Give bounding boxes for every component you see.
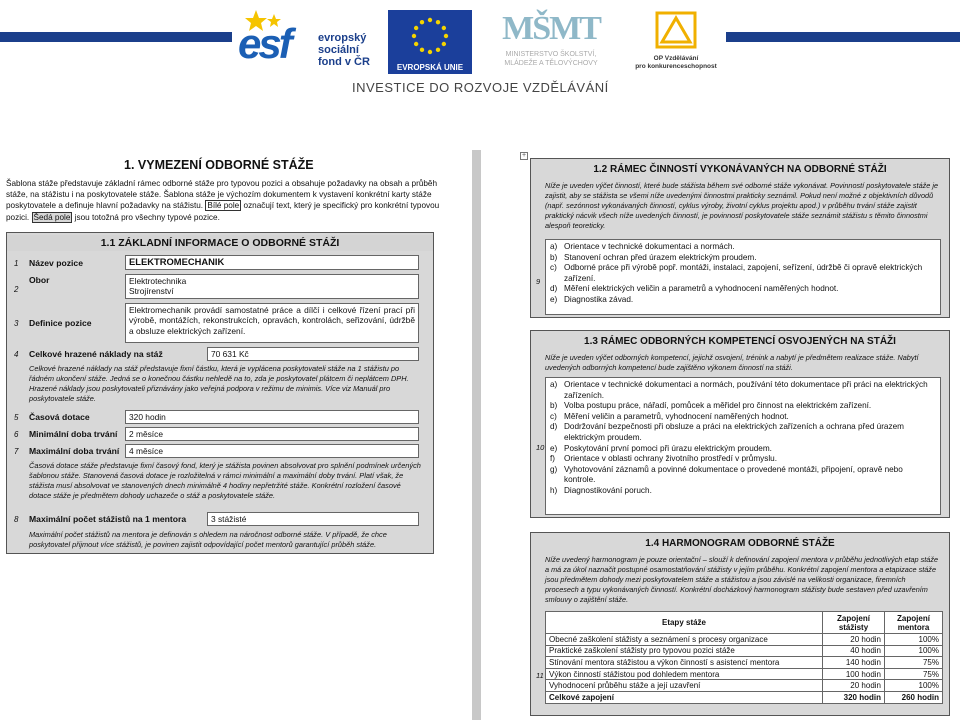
- row-label: Název pozice: [29, 258, 83, 268]
- field-value: 3 stážisté: [207, 512, 419, 526]
- eu-star-icon: [420, 20, 424, 24]
- table-cell: 260 hodin: [885, 691, 943, 703]
- row-label: Maximální doba trvání: [29, 446, 120, 456]
- list-item: [550, 465, 936, 486]
- table-cell: 20 hodin: [823, 680, 885, 692]
- banner-stripe-right: [726, 32, 960, 42]
- list-text: Vyhotovování záznamů a povinné dokumentace o provedené montáži, připojení, opravě nebo kontrole.: [564, 464, 903, 485]
- section-intro: Níže je uveden výčet odborných kompetencí, jejichž osvojení, trénink a nabytí je předmětem realizace stáže. Nabytí uvedených odborných kompetencí bude zajištěno výkonem činností na stáži.: [545, 353, 919, 372]
- intro-text: Šablona stáže představuje základní rámec odborné stáže pro typovou pozici a obsahuje požadavky na obsah a průběh stáže, na stážistu i na poskytovatele stáže. Šablona stáže je výchozím dokumentem k vystavení konkrétní karty stáže poskytovatele a definuje hlavní požadavky na stážistu.: [6, 179, 438, 211]
- esf-letters: esf: [238, 20, 290, 67]
- list-marker: b): [550, 252, 558, 262]
- row-label: Minimální doba trvání: [29, 429, 118, 439]
- esf-text: [318, 32, 370, 68]
- msmt-logo: [478, 8, 624, 74]
- table-header-row: [546, 612, 943, 634]
- eu-logo: [388, 10, 472, 74]
- row-number: 2: [14, 285, 19, 294]
- msmt-mark: MŠMT: [502, 10, 600, 47]
- list-item: [550, 380, 936, 401]
- eu-star-icon: [428, 18, 432, 22]
- eu-star-icon: [428, 50, 432, 54]
- page-title: 1. VYMEZENÍ ODBORNÉ STÁŽE: [124, 158, 314, 172]
- intro-text: jsou totožná pro všechny typové pozice.: [74, 212, 220, 222]
- basic-info-table: [6, 232, 434, 554]
- msmt-text-line: MINISTERSTVO ŠKOLSTVÍ,: [505, 51, 597, 58]
- schedule-table: [545, 611, 943, 704]
- row-label: Definice pozice: [29, 318, 92, 328]
- section-intro: Níže uvedený harmonogram je pouze orientační – slouží k definování zapojení mentora v průběhu jednotlivých etap stáže a má za úkol naznačit postupné osamostatňování stážisty v jejím průběhu. Konkrétní zapojení mentora a etapizace stáže jsou předmětem dohody mezi poskytovatelem stáže a stážistou a jsou závislé na velikosti organizace, firemních procesech a typu vykonávaných činností. Konkrétní docházkový harmonogram stážisty bude sestaven před uzavřením smlouvy o zajištění stáže.: [545, 555, 939, 604]
- row-number: 3: [14, 319, 19, 328]
- table-move-handle-icon[interactable]: +: [521, 152, 527, 159]
- white-field-label: Bílé pole: [207, 201, 240, 211]
- table-cell: 100%: [885, 645, 943, 657]
- section-title: 1.3 RÁMEC ODBORNÝCH KOMPETENCÍ OSVOJENÝCH NA STÁŽI: [584, 336, 896, 347]
- table-cell: 75%: [885, 657, 943, 669]
- list-marker: d): [550, 422, 558, 432]
- list-item: [550, 422, 936, 443]
- column-header: Zapojení mentora: [885, 612, 943, 634]
- page-separator: [472, 150, 481, 720]
- tagline: INVESTICE DO ROZVOJE VZDĚLÁVÁNÍ: [352, 80, 609, 95]
- list-marker: f): [550, 454, 556, 464]
- table-row: [546, 657, 943, 669]
- list-item: [550, 444, 936, 455]
- list-marker: e): [550, 294, 558, 304]
- list-item: [550, 242, 936, 253]
- table-cell: Výkon činností stážistou pod dohledem mentora: [546, 668, 823, 680]
- right-document-page: [530, 150, 954, 720]
- eu-star-icon: [444, 34, 448, 38]
- eu-star-icon: [414, 42, 418, 46]
- row-label: Maximální počet stážistů na 1 mentora: [29, 514, 187, 524]
- definition-value: Elektromechanik provádí samostatné práce a dílčí i celkové řízení prací při výrobě, montážích, rekonstrukcích, opravách, kontrolách, seřizování, údržbě a obsluze elektrických zařízení.: [125, 303, 419, 343]
- table-cell: Vyhodnocení průběhu stáže a její uzavření: [546, 680, 823, 692]
- cost-note: Celkové hrazené náklady na stáž představuje fixní částku, která je vyplácena poskytovateli stáže na 1 stážistu po řádném ukončení stáže. Jedná se o konečnou částku nehledě na to, zda je poskytovatel plátcem či neplátcem DPH. Hrazené náklady jsou poskytovateli přiznávány jako veřejná podpora v režimu de minimis. Více viz Manuál pro poskytovatele stáže.: [29, 364, 409, 403]
- list-text: Měření elektrických veličin a parametrů a vyhodnocení naměřených hodnot.: [564, 284, 839, 294]
- list-marker: c): [550, 411, 557, 421]
- list-marker: d): [550, 284, 558, 294]
- list-text: Stanovení ochran před úrazem elektrickým proudem.: [564, 252, 757, 262]
- eu-star-icon: [442, 26, 446, 30]
- list-text: Orientace v technické dokumentaci a normách, používání této dokumentace při práci na elektrických zařízeních.: [564, 380, 928, 400]
- list-text: Diagnostika závad.: [564, 294, 634, 304]
- list-marker: h): [550, 485, 558, 495]
- list-marker: b): [550, 401, 558, 411]
- list-text: Volba postupu práce, nářadí, pomůcek a měřidel pro činnost na elektrickém zařízení.: [564, 401, 872, 411]
- op-text: [628, 55, 724, 71]
- grey-field-label: Šedá pole: [33, 212, 71, 222]
- intro-text: označují text, který je specifický pro konkrétní typovou pozici.: [6, 201, 440, 222]
- table-row: [546, 634, 943, 646]
- row-number: 7: [14, 447, 19, 456]
- list-marker: a): [550, 242, 558, 251]
- intro-paragraph: [6, 178, 446, 223]
- activities-list: [545, 239, 941, 315]
- row-label: Obor: [29, 275, 50, 285]
- field-value-line: Elektrotechnika: [129, 276, 187, 286]
- op-text-line: pro konkurenceschopnost: [635, 63, 717, 70]
- list-text: Orientace v technické dokumentaci a normách.: [564, 242, 735, 251]
- list-marker: e): [550, 443, 558, 453]
- header-banner: [0, 0, 960, 110]
- list-marker: g): [550, 464, 558, 474]
- section-intro: Níže je uveden výčet činností, které bude stážista během své odborné stáže vykonávat. Povinností poskytovatele stáže je zajistit, aby se stážista se všemi níže uvedenými činnostmi prakticky seznámil. Pokud není možné z objektivních důvodů (např. sezónnost vykonávaných činností, cyklus výroby, životní cyklus projektu apod.) v průběhu trvání stáže zajistit praktický nácvik všech níže uvedených činností, je povinností poskytovatele stáže seznámit stážistu s těmito činnostmi alespoň teoreticky.: [545, 181, 939, 230]
- table-cell: Praktické zaškolení stážisty pro typovou pozici stáže: [546, 645, 823, 657]
- esf-logo: [238, 8, 380, 74]
- table-cell: 100 hodin: [823, 668, 885, 680]
- left-document-page: [6, 148, 454, 568]
- eu-label: EVROPSKÁ UNIE: [388, 62, 472, 74]
- table-cell: 140 hodin: [823, 657, 885, 669]
- table-cell: 320 hodin: [823, 691, 885, 703]
- op-triangle-icon: [654, 10, 698, 50]
- msmt-text-line: MLÁDEŽE A TĚLOVÝCHOVY: [504, 60, 598, 67]
- eu-star-icon: [436, 48, 440, 52]
- table-cell: 75%: [885, 668, 943, 680]
- list-item: [550, 253, 936, 264]
- column-header: Etapy stáže: [546, 612, 823, 634]
- banner-stripe-left: [0, 32, 232, 42]
- esf-text-line: fond v ČR: [318, 56, 370, 68]
- list-item: [550, 263, 936, 284]
- schedule-section: [530, 532, 950, 716]
- row-number: 4: [14, 350, 19, 359]
- table-cell: Obecné zaškolení stážisty a seznámení s procesy organizace: [546, 634, 823, 646]
- eu-star-icon: [414, 26, 418, 30]
- table-row: [546, 680, 943, 692]
- row-number: 6: [14, 430, 19, 439]
- table-total-row: [546, 691, 943, 703]
- table-cell: Celkové zapojení: [546, 691, 823, 703]
- row-number: 1: [14, 259, 19, 268]
- mentor-note: Maximální počet stážistů na mentora je definován s ohledem na náročnost odborné stáže. V případě, že chce poskytovatel přijmout více stážistů, je povinen zajistit odpovídající počet mentorů garantující průběh stáže.: [29, 530, 387, 549]
- eu-stars-icon: [388, 10, 472, 62]
- list-text: Orientace v oblasti ochrany životního prostředí v průmyslu.: [564, 454, 777, 464]
- column-header: Zapojení stážisty: [823, 612, 885, 634]
- list-item: [550, 486, 936, 497]
- competencies-section: [530, 330, 950, 518]
- field-value: 4 měsíce: [125, 444, 419, 458]
- row-number: 5: [14, 413, 19, 422]
- eu-star-icon: [412, 34, 416, 38]
- table-row: [546, 668, 943, 680]
- cost-value: 70 631 Kč: [207, 347, 419, 361]
- list-item: [550, 454, 936, 465]
- eu-star-icon: [420, 48, 424, 52]
- list-item: [550, 284, 936, 295]
- op-logo: [628, 10, 724, 74]
- table-cell: Stínování mentora stážistou a výkon činností s asistencí mentora: [546, 657, 823, 669]
- row-label: Časová dotace: [29, 412, 90, 422]
- section-title: 1.1 ZÁKLADNÍ INFORMACE O ODBORNÉ STÁŽI: [7, 235, 433, 251]
- list-text: Odborné práce při výrobě popř. montáži, instalaci, zapojení, seřízení, údržbě či opravě elektrických zařízení.: [564, 263, 923, 283]
- row-number: 8: [14, 515, 19, 524]
- section-title: 1.2 RÁMEC ČINNOSTÍ VYKONÁVANÝCH NA ODBORNÉ STÁŽI: [593, 164, 887, 175]
- row-number: 10: [536, 443, 545, 452]
- field-value: 2 měsíce: [125, 427, 419, 441]
- table-cell: 20 hodin: [823, 634, 885, 646]
- list-text: Měření veličin a parametrů, vyhodnocení naměřených hodnot.: [564, 411, 789, 421]
- competencies-list: [545, 377, 941, 515]
- list-item: [550, 401, 936, 412]
- table-cell: 100%: [885, 634, 943, 646]
- list-marker: a): [550, 380, 558, 389]
- list-text: Diagnostikování poruch.: [564, 485, 652, 495]
- time-note: Časová dotace stáže představuje fixní časový fond, který je stážista povinen absolvovat pro splnění podmínek určených šablonou stáže. Stanovená časová dotace je rozložitelná v rámci minimální a maximální doby trvání. Platí však, že stážista musí absolvovat ve stanovených dnech minimálně 4 hodiny nepřetržité stáže. Konkrétní rozložení časové dotace stáže je předmětem dohody uchazeče o stáž a poskytovatele stáže.: [29, 461, 421, 500]
- row-number: 11: [536, 671, 544, 680]
- eu-star-icon: [442, 42, 446, 46]
- activities-section: [530, 158, 950, 318]
- esf-text-line: sociální: [318, 44, 359, 56]
- table-row: [546, 645, 943, 657]
- table-cell: 40 hodin: [823, 645, 885, 657]
- row-label: Celkové hrazené náklady na stáž: [29, 349, 163, 359]
- field-value-line: Strojírenství: [129, 286, 174, 297]
- eu-flag-icon: [388, 10, 472, 62]
- op-text-line: OP Vzdělávání: [653, 55, 699, 62]
- position-name-value: ELEKTROMECHANIK: [125, 255, 419, 270]
- list-marker: c): [550, 263, 557, 273]
- list-text: Dodržování bezpečnosti při obsluze a práci na elektrických zařízeních a ochrana před úrazem elektrickým proudem.: [564, 422, 904, 442]
- list-text: Poskytování první pomoci při úrazu elektrickým proudem.: [564, 443, 772, 453]
- table-cell: 100%: [885, 680, 943, 692]
- esf-text-line: evropský: [318, 32, 367, 44]
- list-item: [550, 295, 936, 306]
- section-title: 1.4 HARMONOGRAM ODBORNÉ STÁŽE: [645, 538, 835, 549]
- list-item: [550, 412, 936, 423]
- field-value: 320 hodin: [125, 410, 419, 424]
- row-number: 9: [536, 277, 541, 286]
- msmt-text: [478, 50, 624, 68]
- eu-star-icon: [436, 20, 440, 24]
- field-value: [125, 274, 419, 299]
